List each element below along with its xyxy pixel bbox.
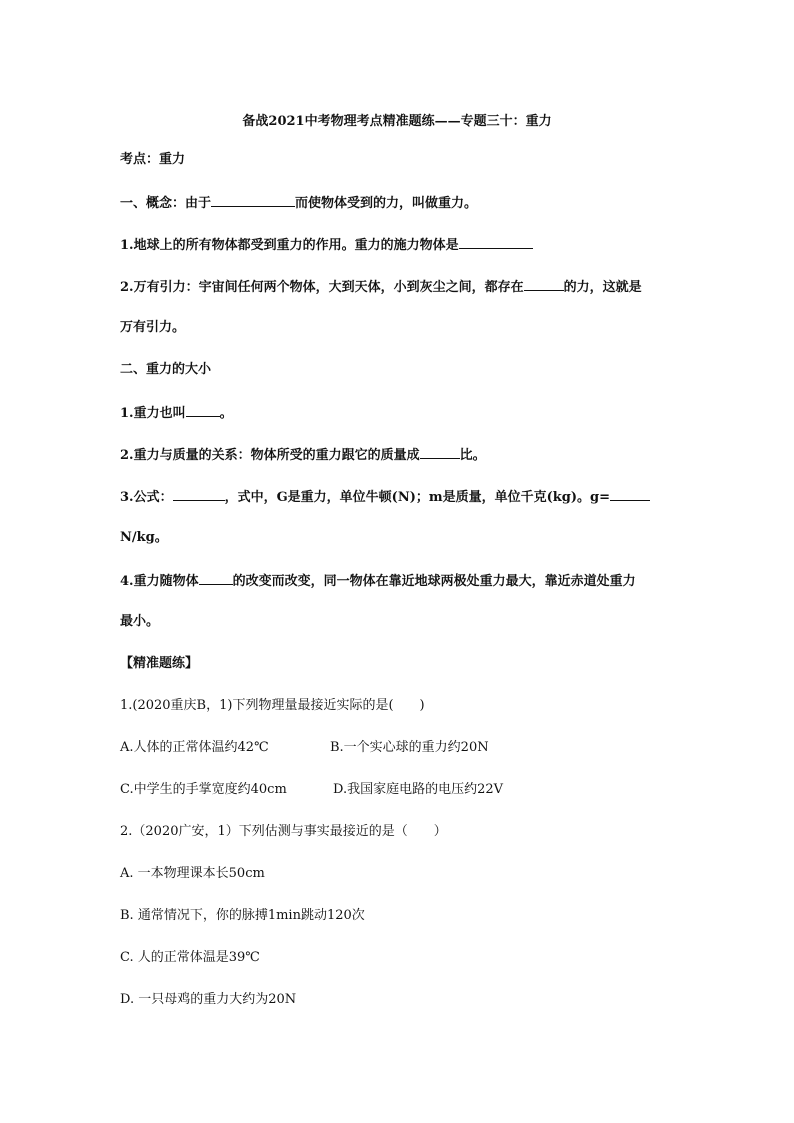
section2-heading: 二、重力的大小 [120,362,212,377]
concept-line [120,194,477,212]
question-1: 1.(2020重庆B，1)下列物理量最接近实际的是( ) [120,698,425,713]
gravity-change-line [120,572,636,590]
q1-option-c: C.中学生的手掌宽度约40cm [120,782,287,797]
formula-text-a: 3.公式： [120,490,173,505]
question-1-options-ab [120,740,489,756]
formula-unit-line: N/kg。 [120,530,168,545]
q2-option-c: C. 人的正常体温是39℃ [120,950,260,965]
q1-option-b: B.一个实心球的重力约20N [330,740,489,755]
blank-mass-relation [420,446,460,459]
weight-alias-text-a: 1.重力也叫 [120,406,186,421]
blank-concept [211,194,295,207]
gravity-change-cont: 最小。 [120,614,160,629]
universal-text-a: 2.万有引力：宇宙间任何两个物体，大到天体，小到灰尘之间，都存在 [120,280,524,295]
formula-line [120,488,650,506]
concept-text-b: 而使物体受到的力，叫做重力。 [295,196,478,211]
q2-option-d: D. 一只母鸡的重力大约为20N [120,992,297,1007]
universal-gravitation-line [120,278,642,296]
q1-option-a: A.人体的正常体温约42℃ [120,740,269,755]
blank-g-value [610,488,650,501]
gravity-change-text-b: 的改变而改变，同一物体在靠近地球两极处重力最大，靠近赤道处重力 [232,574,636,589]
gravity-source-line [120,236,533,254]
gravity-source-text: 1.地球上的所有物体都受到重力的作用。重力的施力物体是 [120,238,459,253]
universal-text-b: 的力，这就是 [563,280,642,295]
weight-alias-text-b: 。 [219,406,233,421]
blank-gravity-source [459,236,533,249]
gravity-change-text-a: 4.重力随物体 [120,574,199,589]
concept-text-a: 一、概念：由于 [120,196,212,211]
weight-alias-line [120,404,233,422]
blank-gravity-change [199,572,233,585]
blank-weight-alias [186,404,220,417]
mass-relation-text-b: 比。 [459,448,486,463]
question-2: 2.（2020广安，1）下列估测与事实最接近的是（ ） [120,824,447,839]
question-1-options-cd [120,782,504,798]
page-title: 备战2021中考物理考点精准题练——专题三十：重力 [242,114,552,129]
mass-relation-text-a: 2.重力与质量的关系：物体所受的重力跟它的质量成 [120,448,420,463]
mass-relation-line [120,446,486,464]
blank-formula [173,488,225,501]
blank-universal [524,278,564,291]
q2-option-b: B. 通常情况下，你的脉搏1min跳动120次 [120,908,365,923]
q1-option-d: D.我国家庭电路的电压约22V [333,782,504,797]
q2-option-a: A. 一本物理课本长50cm [120,866,265,881]
point-label: 考点：重力 [120,152,186,167]
formula-text-b: ，式中，G是重力，单位牛顿(N)；m是质量，单位千克(kg)。g= [224,490,611,505]
universal-gravitation-cont: 万有引力。 [120,320,186,335]
practice-heading: 【精准题练】 [120,656,199,671]
